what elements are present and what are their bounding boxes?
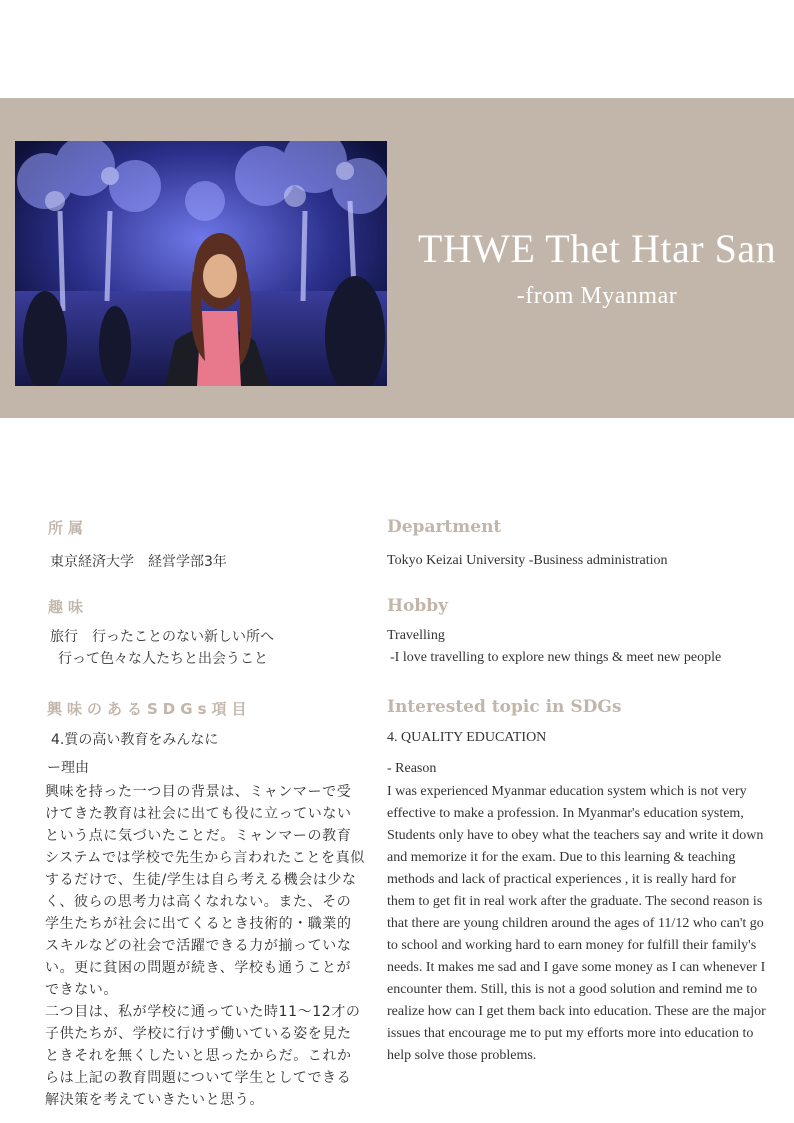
profile-photo — [15, 141, 387, 386]
ja-hobby-heading: 趣味 — [48, 598, 89, 616]
en-sdgs-item: 4. QUALITY EDUCATION — [387, 730, 547, 745]
ja-hobby-line1: 旅行 行ったことのない新しい所へ — [50, 629, 274, 645]
en-department-text: Tokyo Keizai University -Business administration — [387, 553, 668, 568]
ja-sdgs-item: 4.質の高い教育をみんなに — [51, 732, 219, 748]
ja-affiliation-text: 東京経済大学 経営学部3年 — [50, 554, 227, 570]
portrait-photo-icon — [15, 141, 387, 386]
ja-reason-body — [45, 781, 365, 1111]
en-department-heading: Department — [387, 517, 502, 537]
ja-affiliation-heading: 所属 — [48, 519, 89, 537]
en-reason-label: - Reason — [387, 761, 437, 776]
ja-sdgs-heading: 興味のあるSDGs項目 — [47, 700, 252, 718]
ja-reason-paragraph-1: 興味を持った一つ目の背景は、ミャンマーで受けてきた教育は社会に出ても役に立っていないという点に気づいたことだ。ミャンマーの教育システムでは学校で先生から言われたことを真似するだけで、生徒/学生は自ら考える機会は少なく、彼らの思考力は高くなれない。また、その学生たちが社会に出てくるとき技術的・職業的スキルなどの社会で活躍できる力が揃っていない。更に貧困の問題が続き、学校も通うことができない。 — [45, 784, 365, 998]
en-hobby-line1: Travelling — [387, 628, 445, 643]
person-name: THWE Thet Htar San — [417, 226, 777, 271]
en-sdgs-heading: Interested topic in SDGs — [387, 697, 622, 717]
en-hobby-heading: Hobby — [387, 596, 449, 616]
person-origin: -from Myanmar — [516, 283, 678, 309]
ja-reason-paragraph-2: 二つ目は、私が学校に通っていた時11～12才の子供たちが、学校に行けず働いている姿を見たときそれを無くしたいと思ったからだ。これからは上記の教育問題について学生としてできる解決策を考えていきたいと思う。 — [45, 1004, 361, 1108]
ja-hobby-line2: 行って色々な人たちと出会うこと — [58, 651, 268, 667]
ja-reason-label: ー理由 — [47, 760, 89, 776]
en-hobby-line2: -I love travelling to explore new things & meet new people — [390, 650, 722, 665]
en-reason-body: I was experienced Myanmar education system which is not very effective to make a profession. In Myanmar's education system, Students only have to obey what the teachers say and write it down and memorize it for the exam. Due to this learning & teaching methods and lack of practical experiences , it is really hard for them to get fit in real work after the graduate. The second reason is that there are young children around the ages of 11/12 who can't go to school and working hard to earn money for fulfill their family's needs. It makes me sad and I gave some money as I can whenever I encounter them. Still, this is not a good solution and remind me to realize how can I get them back into education. These are the major issues that encourage me to put my efforts more into education to help solve those problems. — [387, 784, 766, 1063]
